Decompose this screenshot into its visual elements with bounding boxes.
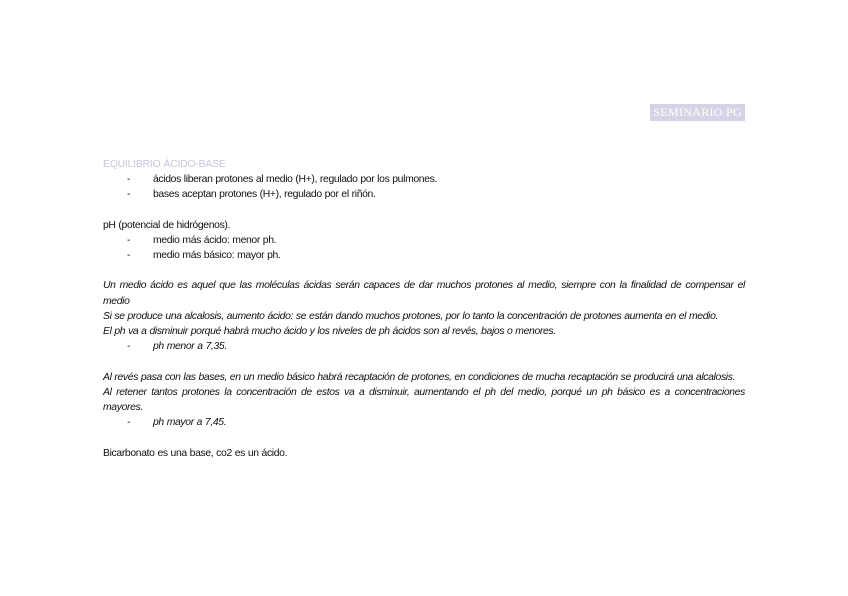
- base-paragraph-1: Al revés pasa con las bases, en un medio básico habrá recaptación de protones, en condiciones de mucha recaptación se producirá una alcalosis.: [103, 371, 736, 383]
- ph-heading: pH (potencial de hidrógenos).: [103, 219, 231, 231]
- list-item-more-basic: - medio más básico: mayor ph.: [103, 248, 745, 263]
- list-item-ph-lower: - ph menor a 7,35.: [103, 339, 745, 354]
- acid-paragraph-1: Un medio ácido es aquel que las moléculas ácidas serán capaces de dar muchos protones al medio, siempre con la finalidad de compensar el medio: [103, 280, 745, 307]
- list-item-acids: - ácidos liberan protones al medio (H+), regulado por los pulmones.: [103, 172, 745, 187]
- list-item-bases: - bases aceptan protones (H+), regulado por el riñón.: [103, 187, 745, 202]
- list-item-more-acidic: - medio más ácido: menor ph.: [103, 233, 745, 248]
- base-paragraph-2: Al retener tantos protones la concentración de estos va a disminuir, aumentando el ph del medio, porqué un ph básico es a concentraciones mayores.: [103, 386, 745, 413]
- bicarbonate-note: Bicarbonato es una base, co2 es un ácido.: [103, 447, 288, 459]
- seminar-badge: SEMINARIO PG: [650, 104, 745, 121]
- acid-base-list: [103, 172, 745, 202]
- spacer: [103, 354, 745, 369]
- spacer: [103, 430, 745, 445]
- document-body: [103, 157, 745, 461]
- spacer: [103, 202, 745, 217]
- acid-ph-list: [103, 339, 745, 354]
- ph-list: [103, 233, 745, 263]
- acid-paragraph-3: El ph va a disminuir porqué habrá mucho ácido y los niveles de ph ácidos son al revés, bajos o menores.: [103, 325, 556, 337]
- list-item-ph-higher: - ph mayor a 7,45.: [103, 415, 745, 430]
- base-ph-list: [103, 415, 745, 430]
- spacer: [103, 263, 745, 278]
- acid-paragraph-2: Si se produce una alcalosis, aumento ácido: se están dando muchos protones, por lo tanto la concentración de protones aumenta en el medio.: [103, 310, 719, 322]
- section-title: EQUILIBRIO ÁCIDO-BASE: [103, 159, 226, 170]
